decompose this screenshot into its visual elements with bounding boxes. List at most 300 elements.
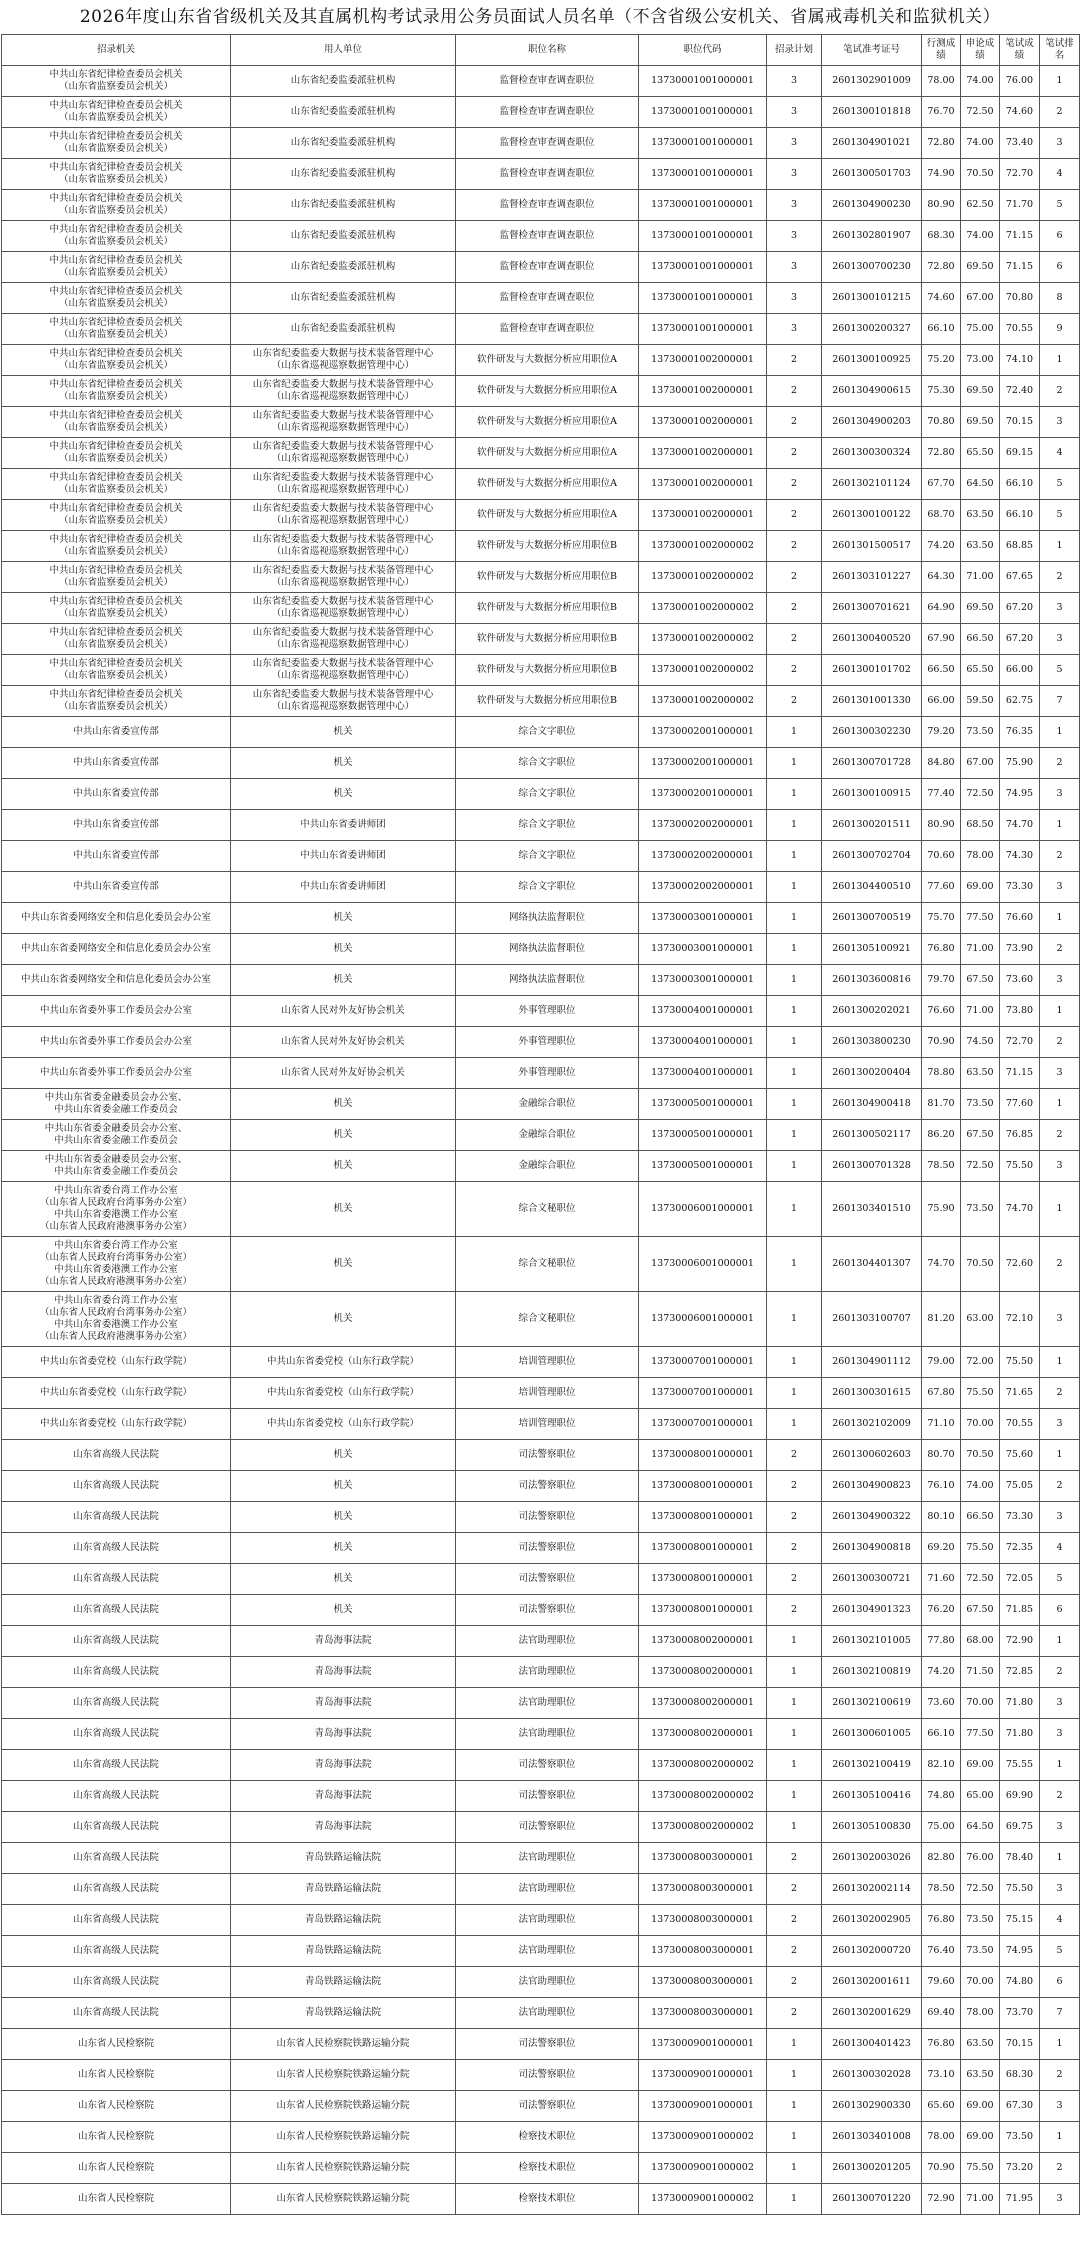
- written-rank-cell: 8: [1040, 283, 1080, 314]
- written-score-cell: 76.00: [1000, 66, 1040, 97]
- essay-score-cell: 78.00: [961, 841, 1000, 872]
- table-row: [2, 655, 1080, 686]
- position-name-cell: 软件研发与大数据分析应用职位A: [456, 438, 639, 469]
- written-rank-cell: 3: [1040, 872, 1080, 903]
- written-rank-cell: 3: [1040, 965, 1080, 996]
- position-name-cell: 网络执法监督职位: [456, 934, 639, 965]
- table-row: [2, 1874, 1080, 1905]
- exam-ticket-number-cell: 2601302101005: [822, 1626, 922, 1657]
- exam-ticket-number-cell: 2601302002114: [822, 1874, 922, 1905]
- table-row: [2, 66, 1080, 97]
- recruiting-agency-cell: 中共山东省委宣传部: [2, 872, 231, 903]
- written-rank-cell: 6: [1040, 252, 1080, 283]
- table-row: [2, 1058, 1080, 1089]
- essay-score-cell: 69.00: [961, 1750, 1000, 1781]
- employer-unit-cell: 山东省人民检察院铁路运输分院: [231, 2091, 456, 2122]
- position-code-cell: 13730001002000002: [639, 531, 767, 562]
- aptitude-score-cell: 64.90: [922, 593, 961, 624]
- aptitude-score-cell: 79.20: [922, 717, 961, 748]
- column-header: 用人单位: [231, 35, 456, 66]
- exam-ticket-number-cell: 2601300401423: [822, 2029, 922, 2060]
- essay-score-cell: 73.50: [961, 1936, 1000, 1967]
- column-header: 笔试准考证号: [822, 35, 922, 66]
- written-score-cell: 73.20: [1000, 2153, 1040, 2184]
- written-score-cell: 75.60: [1000, 1440, 1040, 1471]
- recruitment-plan-cell: 2: [767, 1502, 822, 1533]
- recruiting-agency-cell: 中共山东省纪律检查委员会机关 （山东省监察委员会机关）: [2, 283, 231, 314]
- exam-ticket-number-cell: 2601300502117: [822, 1120, 922, 1151]
- recruiting-agency-cell: 中共山东省纪律检查委员会机关 （山东省监察委员会机关）: [2, 159, 231, 190]
- position-name-cell: 网络执法监督职位: [456, 903, 639, 934]
- position-code-cell: 13730001001000001: [639, 97, 767, 128]
- exam-ticket-number-cell: 2601300602603: [822, 1440, 922, 1471]
- recruitment-plan-cell: 2: [767, 655, 822, 686]
- recruiting-agency-cell: 山东省高级人民法院: [2, 1874, 231, 1905]
- aptitude-score-cell: 74.20: [922, 1657, 961, 1688]
- recruitment-plan-cell: 2: [767, 345, 822, 376]
- employer-unit-cell: 山东省纪委监委派驻机构: [231, 66, 456, 97]
- position-code-cell: 13730008001000001: [639, 1440, 767, 1471]
- written-score-cell: 72.70: [1000, 159, 1040, 190]
- table-row: [2, 1812, 1080, 1843]
- exam-ticket-number-cell: 2601302102009: [822, 1409, 922, 1440]
- position-name-cell: 法官助理职位: [456, 1936, 639, 1967]
- written-rank-cell: 1: [1040, 1750, 1080, 1781]
- recruitment-plan-cell: 1: [767, 1182, 822, 1237]
- recruitment-plan-cell: 3: [767, 314, 822, 345]
- recruiting-agency-cell: 中共山东省纪律检查委员会机关 （山东省监察委员会机关）: [2, 128, 231, 159]
- position-name-cell: 司法警察职位: [456, 1781, 639, 1812]
- recruitment-plan-cell: 3: [767, 97, 822, 128]
- aptitude-score-cell: 84.80: [922, 748, 961, 779]
- recruitment-plan-cell: 1: [767, 1027, 822, 1058]
- essay-score-cell: 75.50: [961, 1533, 1000, 1564]
- written-score-cell: 74.10: [1000, 345, 1040, 376]
- recruitment-plan-cell: 1: [767, 1058, 822, 1089]
- exam-ticket-number-cell: 2601300200404: [822, 1058, 922, 1089]
- written-rank-cell: 1: [1040, 717, 1080, 748]
- recruiting-agency-cell: 山东省人民检察院: [2, 2122, 231, 2153]
- table-row: [2, 190, 1080, 221]
- recruiting-agency-cell: 中共山东省纪律检查委员会机关 （山东省监察委员会机关）: [2, 314, 231, 345]
- aptitude-score-cell: 78.00: [922, 66, 961, 97]
- recruitment-plan-cell: 1: [767, 1347, 822, 1378]
- written-rank-cell: 2: [1040, 1471, 1080, 1502]
- essay-score-cell: 62.50: [961, 190, 1000, 221]
- written-rank-cell: 2: [1040, 562, 1080, 593]
- position-code-cell: 13730008003000001: [639, 1967, 767, 1998]
- essay-score-cell: 69.00: [961, 2122, 1000, 2153]
- position-name-cell: 检察技术职位: [456, 2122, 639, 2153]
- employer-unit-cell: 机关: [231, 1237, 456, 1292]
- recruiting-agency-cell: 山东省高级人民法院: [2, 1626, 231, 1657]
- recruiting-agency-cell: 中共山东省纪律检查委员会机关 （山东省监察委员会机关）: [2, 500, 231, 531]
- written-score-cell: 71.15: [1000, 1058, 1040, 1089]
- written-rank-cell: 1: [1040, 810, 1080, 841]
- recruiting-agency-cell: 山东省高级人民法院: [2, 1533, 231, 1564]
- employer-unit-cell: 山东省纪委监委大数据与技术装备管理中心 （山东省巡视巡察数据管理中心）: [231, 438, 456, 469]
- employer-unit-cell: 山东省人民对外友好协会机关: [231, 996, 456, 1027]
- employer-unit-cell: 山东省纪委监委大数据与技术装备管理中心 （山东省巡视巡察数据管理中心）: [231, 655, 456, 686]
- written-rank-cell: 6: [1040, 1595, 1080, 1626]
- employer-unit-cell: 山东省纪委监委大数据与技术装备管理中心 （山东省巡视巡察数据管理中心）: [231, 686, 456, 717]
- table-row: [2, 469, 1080, 500]
- aptitude-score-cell: 77.60: [922, 872, 961, 903]
- written-rank-cell: 4: [1040, 1905, 1080, 1936]
- position-name-cell: 软件研发与大数据分析应用职位B: [456, 686, 639, 717]
- written-rank-cell: 7: [1040, 1998, 1080, 2029]
- table-row: [2, 1967, 1080, 1998]
- exam-ticket-number-cell: 2601303600816: [822, 965, 922, 996]
- employer-unit-cell: 中共山东省委讲师团: [231, 841, 456, 872]
- written-rank-cell: 2: [1040, 1781, 1080, 1812]
- essay-score-cell: 73.00: [961, 345, 1000, 376]
- position-code-cell: 13730008002000001: [639, 1719, 767, 1750]
- recruitment-plan-cell: 2: [767, 438, 822, 469]
- exam-ticket-number-cell: 2601302901009: [822, 66, 922, 97]
- exam-ticket-number-cell: 2601300701328: [822, 1151, 922, 1182]
- written-score-cell: 75.50: [1000, 1874, 1040, 1905]
- employer-unit-cell: 机关: [231, 1564, 456, 1595]
- recruitment-plan-cell: 1: [767, 748, 822, 779]
- recruiting-agency-cell: 中共山东省委外事工作委员会办公室: [2, 1058, 231, 1089]
- exam-ticket-number-cell: 2601300202021: [822, 996, 922, 1027]
- recruiting-agency-cell: 山东省高级人民法院: [2, 1843, 231, 1874]
- written-rank-cell: 2: [1040, 1120, 1080, 1151]
- position-name-cell: 外事管理职位: [456, 996, 639, 1027]
- written-rank-cell: 5: [1040, 469, 1080, 500]
- written-rank-cell: 3: [1040, 407, 1080, 438]
- written-score-cell: 71.80: [1000, 1688, 1040, 1719]
- exam-ticket-number-cell: 2601304900230: [822, 190, 922, 221]
- recruitment-plan-cell: 1: [767, 779, 822, 810]
- position-code-cell: 13730008002000001: [639, 1688, 767, 1719]
- table-row: [2, 2060, 1080, 2091]
- written-rank-cell: 3: [1040, 1719, 1080, 1750]
- exam-ticket-number-cell: 2601301001330: [822, 686, 922, 717]
- recruiting-agency-cell: 中共山东省纪律检查委员会机关 （山东省监察委员会机关）: [2, 438, 231, 469]
- position-code-cell: 13730008003000001: [639, 1936, 767, 1967]
- recruiting-agency-cell: 中共山东省委宣传部: [2, 748, 231, 779]
- written-rank-cell: 5: [1040, 500, 1080, 531]
- employer-unit-cell: 山东省纪委监委大数据与技术装备管理中心 （山东省巡视巡察数据管理中心）: [231, 500, 456, 531]
- employer-unit-cell: 山东省纪委监委大数据与技术装备管理中心 （山东省巡视巡察数据管理中心）: [231, 562, 456, 593]
- recruitment-plan-cell: 1: [767, 1120, 822, 1151]
- recruiting-agency-cell: 中共山东省委宣传部: [2, 779, 231, 810]
- essay-score-cell: 71.00: [961, 934, 1000, 965]
- position-name-cell: 法官助理职位: [456, 1657, 639, 1688]
- aptitude-score-cell: 75.30: [922, 376, 961, 407]
- aptitude-score-cell: 70.60: [922, 841, 961, 872]
- essay-score-cell: 73.50: [961, 717, 1000, 748]
- aptitude-score-cell: 68.30: [922, 221, 961, 252]
- recruiting-agency-cell: 山东省高级人民法院: [2, 1781, 231, 1812]
- written-score-cell: 73.80: [1000, 996, 1040, 1027]
- essay-score-cell: 63.50: [961, 2029, 1000, 2060]
- written-score-cell: 68.30: [1000, 2060, 1040, 2091]
- written-rank-cell: 3: [1040, 1409, 1080, 1440]
- table-row: [2, 314, 1080, 345]
- exam-ticket-number-cell: 2601302100619: [822, 1688, 922, 1719]
- recruiting-agency-cell: 山东省高级人民法院: [2, 1967, 231, 1998]
- exam-ticket-number-cell: 2601300300324: [822, 438, 922, 469]
- table-row: [2, 996, 1080, 1027]
- aptitude-score-cell: 76.60: [922, 996, 961, 1027]
- aptitude-score-cell: 74.60: [922, 283, 961, 314]
- employer-unit-cell: 山东省人民检察院铁路运输分院: [231, 2153, 456, 2184]
- recruitment-plan-cell: 1: [767, 934, 822, 965]
- recruitment-plan-cell: 1: [767, 1812, 822, 1843]
- written-score-cell: 76.60: [1000, 903, 1040, 934]
- position-name-cell: 司法警察职位: [456, 1471, 639, 1502]
- written-score-cell: 72.90: [1000, 1626, 1040, 1657]
- exam-ticket-number-cell: 2601304901112: [822, 1347, 922, 1378]
- written-rank-cell: 1: [1040, 1626, 1080, 1657]
- written-rank-cell: 1: [1040, 66, 1080, 97]
- employer-unit-cell: 机关: [231, 748, 456, 779]
- written-rank-cell: 6: [1040, 1967, 1080, 1998]
- exam-ticket-number-cell: 2601302900330: [822, 2091, 922, 2122]
- written-score-cell: 78.40: [1000, 1843, 1040, 1874]
- employer-unit-cell: 机关: [231, 1151, 456, 1182]
- written-score-cell: 76.85: [1000, 1120, 1040, 1151]
- position-code-cell: 13730008002000001: [639, 1657, 767, 1688]
- aptitude-score-cell: 66.10: [922, 1719, 961, 1750]
- exam-ticket-number-cell: 2601300201205: [822, 2153, 922, 2184]
- exam-ticket-number-cell: 2601300201511: [822, 810, 922, 841]
- table-row: [2, 345, 1080, 376]
- table-row: [2, 1378, 1080, 1409]
- table-row: [2, 1182, 1080, 1237]
- essay-score-cell: 63.50: [961, 531, 1000, 562]
- written-score-cell: 77.60: [1000, 1089, 1040, 1120]
- position-name-cell: 司法警察职位: [456, 1564, 639, 1595]
- written-score-cell: 70.55: [1000, 314, 1040, 345]
- aptitude-score-cell: 79.60: [922, 1967, 961, 1998]
- position-code-cell: 13730008002000002: [639, 1781, 767, 1812]
- position-name-cell: 综合文秘职位: [456, 1292, 639, 1347]
- written-rank-cell: 2: [1040, 1657, 1080, 1688]
- exam-ticket-number-cell: 2601300300721: [822, 1564, 922, 1595]
- employer-unit-cell: 山东省纪委监委派驻机构: [231, 314, 456, 345]
- written-score-cell: 70.15: [1000, 2029, 1040, 2060]
- essay-score-cell: 74.00: [961, 221, 1000, 252]
- position-code-cell: 13730004001000001: [639, 1027, 767, 1058]
- position-name-cell: 司法警察职位: [456, 2060, 639, 2091]
- written-rank-cell: 3: [1040, 593, 1080, 624]
- recruitment-plan-cell: 1: [767, 2029, 822, 2060]
- written-score-cell: 73.30: [1000, 1502, 1040, 1533]
- essay-score-cell: 68.50: [961, 810, 1000, 841]
- table-row: [2, 1595, 1080, 1626]
- table-row: [2, 841, 1080, 872]
- position-code-cell: 13730006001000001: [639, 1182, 767, 1237]
- recruitment-plan-cell: 2: [767, 376, 822, 407]
- written-score-cell: 73.30: [1000, 872, 1040, 903]
- written-rank-cell: 4: [1040, 159, 1080, 190]
- recruiting-agency-cell: 中共山东省委宣传部: [2, 717, 231, 748]
- table-row: [2, 1440, 1080, 1471]
- essay-score-cell: 69.50: [961, 593, 1000, 624]
- employer-unit-cell: 青岛铁路运输法院: [231, 1967, 456, 1998]
- table-row: [2, 965, 1080, 996]
- table-row: [2, 159, 1080, 190]
- aptitude-score-cell: 67.90: [922, 624, 961, 655]
- essay-score-cell: 69.00: [961, 872, 1000, 903]
- recruitment-plan-cell: 1: [767, 1151, 822, 1182]
- recruitment-plan-cell: 1: [767, 1378, 822, 1409]
- exam-ticket-number-cell: 2601300701220: [822, 2184, 922, 2215]
- written-rank-cell: 3: [1040, 1292, 1080, 1347]
- position-code-cell: 13730001001000001: [639, 252, 767, 283]
- position-name-cell: 司法警察职位: [456, 2091, 639, 2122]
- position-name-cell: 司法警察职位: [456, 1750, 639, 1781]
- written-rank-cell: 1: [1040, 2122, 1080, 2153]
- written-rank-cell: 2: [1040, 934, 1080, 965]
- position-code-cell: 13730008001000001: [639, 1595, 767, 1626]
- written-score-cell: 76.35: [1000, 717, 1040, 748]
- employer-unit-cell: 青岛海事法院: [231, 1719, 456, 1750]
- position-code-cell: 13730001001000001: [639, 190, 767, 221]
- essay-score-cell: 67.50: [961, 1595, 1000, 1626]
- aptitude-score-cell: 78.50: [922, 1874, 961, 1905]
- recruiting-agency-cell: 中共山东省委网络安全和信息化委员会办公室: [2, 934, 231, 965]
- aptitude-score-cell: 76.40: [922, 1936, 961, 1967]
- table-row: [2, 903, 1080, 934]
- position-name-cell: 培训管理职位: [456, 1378, 639, 1409]
- written-rank-cell: 2: [1040, 97, 1080, 128]
- recruiting-agency-cell: 山东省高级人民法院: [2, 1471, 231, 1502]
- recruitment-plan-cell: 2: [767, 562, 822, 593]
- written-rank-cell: 4: [1040, 1533, 1080, 1564]
- table-row: [2, 221, 1080, 252]
- recruiting-agency-cell: 中共山东省委宣传部: [2, 810, 231, 841]
- table-row: [2, 1120, 1080, 1151]
- table-row: [2, 1502, 1080, 1533]
- position-name-cell: 法官助理职位: [456, 1626, 639, 1657]
- position-name-cell: 法官助理职位: [456, 1719, 639, 1750]
- written-rank-cell: 7: [1040, 686, 1080, 717]
- written-score-cell: 68.85: [1000, 531, 1040, 562]
- position-code-cell: 13730009001000001: [639, 2029, 767, 2060]
- recruiting-agency-cell: 中共山东省委党校（山东行政学院）: [2, 1409, 231, 1440]
- position-name-cell: 金融综合职位: [456, 1120, 639, 1151]
- recruiting-agency-cell: 山东省高级人民法院: [2, 1998, 231, 2029]
- aptitude-score-cell: 74.20: [922, 531, 961, 562]
- written-rank-cell: 3: [1040, 2091, 1080, 2122]
- recruiting-agency-cell: 山东省人民检察院: [2, 2029, 231, 2060]
- aptitude-score-cell: 76.10: [922, 1471, 961, 1502]
- exam-ticket-number-cell: 2601304900418: [822, 1089, 922, 1120]
- aptitude-score-cell: 79.70: [922, 965, 961, 996]
- recruitment-plan-cell: 3: [767, 221, 822, 252]
- essay-score-cell: 75.50: [961, 2153, 1000, 2184]
- recruiting-agency-cell: 中共山东省委台湾工作办公室 （山东省人民政府台湾事务办公室） 中共山东省委港澳工作办公室 （山东省人民政府港澳事务办公室）: [2, 1237, 231, 1292]
- position-code-cell: 13730009001000002: [639, 2153, 767, 2184]
- aptitude-score-cell: 76.80: [922, 1905, 961, 1936]
- recruitment-plan-cell: 2: [767, 1967, 822, 1998]
- position-code-cell: 13730001001000001: [639, 283, 767, 314]
- recruiting-agency-cell: 中共山东省委党校（山东行政学院）: [2, 1378, 231, 1409]
- recruitment-plan-cell: 1: [767, 1781, 822, 1812]
- employer-unit-cell: 山东省人民检察院铁路运输分院: [231, 2060, 456, 2091]
- recruitment-plan-cell: 1: [767, 1292, 822, 1347]
- written-score-cell: 74.95: [1000, 779, 1040, 810]
- position-name-cell: 司法警察职位: [456, 1533, 639, 1564]
- table-row: [2, 1998, 1080, 2029]
- position-name-cell: 金融综合职位: [456, 1089, 639, 1120]
- essay-score-cell: 72.50: [961, 1151, 1000, 1182]
- position-code-cell: 13730005001000001: [639, 1120, 767, 1151]
- aptitude-score-cell: 68.70: [922, 500, 961, 531]
- position-name-cell: 司法警察职位: [456, 1440, 639, 1471]
- exam-ticket-number-cell: 2601304900615: [822, 376, 922, 407]
- recruiting-agency-cell: 中共山东省纪律检查委员会机关 （山东省监察委员会机关）: [2, 686, 231, 717]
- aptitude-score-cell: 67.70: [922, 469, 961, 500]
- position-code-cell: 13730003001000001: [639, 903, 767, 934]
- table-row: [2, 1533, 1080, 1564]
- position-code-cell: 13730008003000001: [639, 1998, 767, 2029]
- position-name-cell: 监督检查审查调查职位: [456, 159, 639, 190]
- exam-ticket-number-cell: 2601305100921: [822, 934, 922, 965]
- position-name-cell: 监督检查审查调查职位: [456, 190, 639, 221]
- exam-ticket-number-cell: 2601300101215: [822, 283, 922, 314]
- written-rank-cell: 3: [1040, 1812, 1080, 1843]
- employer-unit-cell: 青岛海事法院: [231, 1750, 456, 1781]
- aptitude-score-cell: 80.70: [922, 1440, 961, 1471]
- position-code-cell: 13730009001000002: [639, 2184, 767, 2215]
- written-rank-cell: 2: [1040, 1378, 1080, 1409]
- written-score-cell: 75.55: [1000, 1750, 1040, 1781]
- recruitment-plan-cell: 2: [767, 1874, 822, 1905]
- recruiting-agency-cell: 山东省高级人民法院: [2, 1905, 231, 1936]
- written-score-cell: 74.95: [1000, 1936, 1040, 1967]
- recruitment-plan-cell: 3: [767, 252, 822, 283]
- table-row: [2, 1750, 1080, 1781]
- table-row: [2, 1027, 1080, 1058]
- employer-unit-cell: 青岛铁路运输法院: [231, 1998, 456, 2029]
- position-code-cell: 13730001002000001: [639, 500, 767, 531]
- page-title: 2026年度山东省省级机关及其直属机构考试录用公务员面试人员名单（不含省级公安机关、省属戒毒机关和监狱机关）: [79, 7, 1001, 27]
- recruiting-agency-cell: 中共山东省纪律检查委员会机关 （山东省监察委员会机关）: [2, 221, 231, 252]
- essay-score-cell: 72.50: [961, 779, 1000, 810]
- position-code-cell: 13730001002000002: [639, 655, 767, 686]
- aptitude-score-cell: 76.70: [922, 97, 961, 128]
- written-rank-cell: 3: [1040, 1874, 1080, 1905]
- exam-ticket-number-cell: 2601302001611: [822, 1967, 922, 1998]
- written-score-cell: 71.80: [1000, 1719, 1040, 1750]
- employer-unit-cell: 机关: [231, 934, 456, 965]
- recruiting-agency-cell: 中共山东省委台湾工作办公室 （山东省人民政府台湾事务办公室） 中共山东省委港澳工作办公室 （山东省人民政府港澳事务办公室）: [2, 1182, 231, 1237]
- written-score-cell: 62.75: [1000, 686, 1040, 717]
- exam-ticket-number-cell: 2601302002905: [822, 1905, 922, 1936]
- employer-unit-cell: 中共山东省委党校（山东行政学院）: [231, 1347, 456, 1378]
- written-score-cell: 73.60: [1000, 965, 1040, 996]
- aptitude-score-cell: 75.00: [922, 1812, 961, 1843]
- employer-unit-cell: 机关: [231, 1440, 456, 1471]
- exam-ticket-number-cell: 2601300701621: [822, 593, 922, 624]
- recruitment-plan-cell: 3: [767, 283, 822, 314]
- essay-score-cell: 75.00: [961, 314, 1000, 345]
- written-score-cell: 71.15: [1000, 252, 1040, 283]
- position-name-cell: 综合文字职位: [456, 872, 639, 903]
- recruitment-plan-cell: 2: [767, 1595, 822, 1626]
- position-name-cell: 司法警察职位: [456, 1502, 639, 1533]
- table-row: [2, 252, 1080, 283]
- position-name-cell: 金融综合职位: [456, 1151, 639, 1182]
- table-row: [2, 1089, 1080, 1120]
- position-code-cell: 13730008003000001: [639, 1905, 767, 1936]
